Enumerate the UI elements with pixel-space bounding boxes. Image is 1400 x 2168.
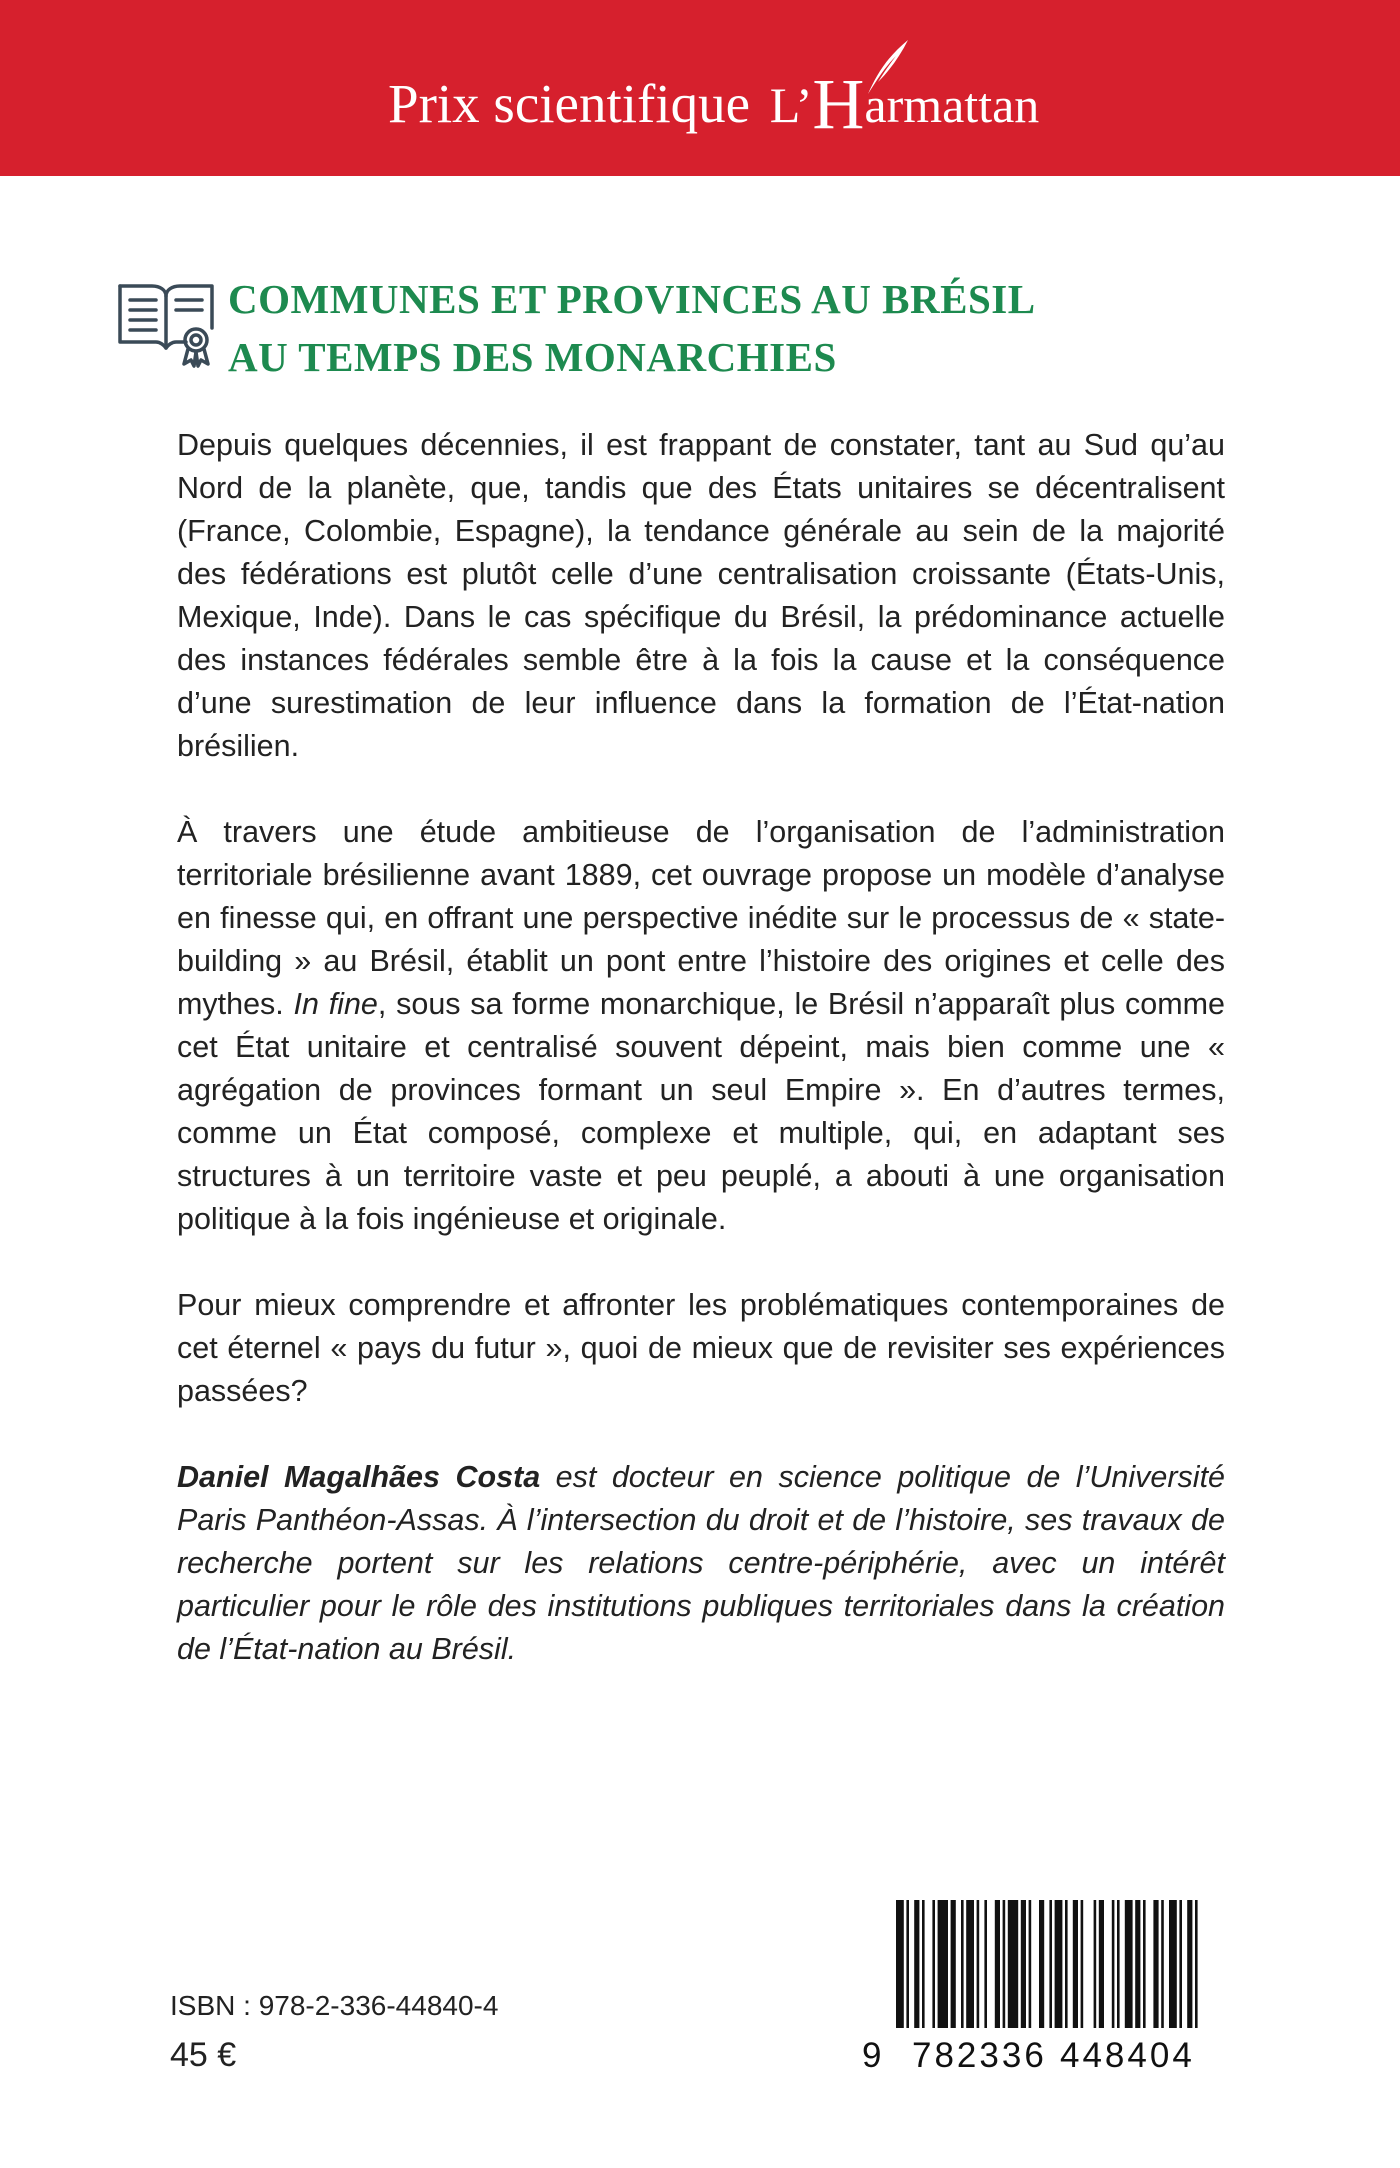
barcode-bar	[932, 1900, 935, 2028]
barcode-bar	[1135, 1900, 1140, 2028]
paragraph-2-part-2: , sous sa forme monarchique, le Brésil n’apparaît plus comme cet État unitaire et centralisé souvent dépeint, mais bien comme une « agrégation de provinces formant un seul Empire ». En d’autres termes, comme un État composé, complexe et multiple, qui, en adaptant ses structures à un territoire vaste et peu peuplé, a abouti à une organisation politique à la fois ingénieuse et originale.	[177, 987, 1225, 1236]
barcode-bar	[1039, 1900, 1044, 2028]
paragraph-1: Depuis quelques décennies, il est frappant de constater, tant au Sud qu’au Nord de la planète, que, tandis que des États unitaires se décentralisent (France, Colombie, Espagne), la tendance générale au sein de la majorité des fédérations est plutôt celle d’une centralisation croissante (États-Unis, Mexique, Inde). Dans le cas spécifique du Brésil, la prédominance actuelle des instances fédérales semble être à la fois la cause et la conséquence d’une surestimation de leur influence dans la formation de l’État-nation brésilien.	[177, 428, 1225, 763]
barcode-bar	[1073, 1900, 1078, 2028]
author-name: Daniel Magalhães Costa	[177, 1460, 541, 1494]
publisher-rest: armattan	[864, 77, 1040, 133]
barcode-bar	[977, 1900, 980, 2028]
barcode-bar	[1055, 1900, 1063, 2028]
barcode-bar	[1029, 1900, 1032, 2028]
barcode-bar	[914, 1900, 919, 2028]
barcode-bar	[1099, 1900, 1104, 2028]
book-title	[228, 270, 1036, 386]
publisher-initial: H	[812, 64, 865, 144]
barcode-lead-digit: 9	[862, 2036, 882, 2075]
banner-text	[388, 62, 1040, 144]
barcode-bar	[1065, 1900, 1068, 2028]
barcode-bar	[1021, 1900, 1026, 2028]
barcode-bar	[1169, 1900, 1177, 2028]
barcode-bar	[966, 1900, 974, 2028]
barcode-bar	[1125, 1900, 1133, 2028]
author-bio-text: est docteur en science politique de l’Université Paris Panthéon-Assas. À l’intersection du droit et de l’histoire, ses travaux de recherche portent sur les relations centre-périphérie, avec un intérêt particulier pour le rôle des institutions publiques territoriales dans la création de l’État-nation au Brésil.	[177, 1460, 1226, 1666]
barcode-bar	[1117, 1900, 1120, 2028]
book-award-icon	[116, 276, 216, 368]
paragraph-2-part-1: À travers une étude ambitieuse de l’organisation de l’administration territoriale brésilienne avant 1889, cet ouvrage propose un modèle d’analyse en finesse qui, en offrant une perspective inédite sur le processus de « state-building » au Brésil, établit un pont entre l’histoire des origines et celle des mythes.	[177, 815, 1225, 1021]
barcode-bar	[1143, 1900, 1146, 2028]
paragraph-2	[177, 811, 1225, 1241]
barcode-bar	[995, 1900, 1000, 2028]
barcode-bar	[938, 1900, 948, 2028]
barcode-bar	[984, 1900, 987, 2028]
barcode-bar	[1112, 1900, 1115, 2028]
barcode-bar	[1179, 1900, 1182, 2028]
barcode-bar	[922, 1900, 925, 2028]
barcode-bar	[1049, 1900, 1052, 2028]
barcode-group-1: 782336	[912, 2036, 1047, 2075]
barcode-bar	[1094, 1900, 1097, 2028]
paragraph-2-emphasis: In fine	[293, 987, 378, 1021]
barcode	[862, 1900, 1232, 2034]
barcode-bar	[896, 1900, 904, 2028]
barcode-bar	[1081, 1900, 1084, 2028]
author-bio	[177, 1456, 1225, 1671]
series-name: Prix scientifique	[388, 73, 751, 134]
barcode-bar	[1153, 1900, 1158, 2028]
book-title-line-1: COMMUNES ET PROVINCES AU BRÉSIL	[228, 276, 1036, 322]
publisher-prefix: L’	[769, 77, 813, 133]
barcode-bar	[1161, 1900, 1164, 2028]
publisher-banner	[0, 0, 1400, 176]
paragraph-3: Pour mieux comprendre et affronter les problématiques contemporaines de cet éternel « pays du futur », quoi de mieux que de revisiter ses expériences passées?	[177, 1288, 1225, 1408]
isbn: ISBN : 978-2-336-44840-4	[170, 1990, 499, 2021]
barcode-bar	[1195, 1900, 1198, 2028]
quill-icon	[862, 36, 912, 96]
barcode-bar	[1003, 1900, 1006, 2028]
price: 45 €	[170, 2036, 237, 2074]
back-cover-text	[177, 424, 1225, 1671]
barcode-bar	[1187, 1900, 1192, 2028]
barcode-bar	[906, 1900, 909, 2028]
barcode-bar	[961, 1900, 964, 2028]
barcode-bar	[1008, 1900, 1018, 2028]
barcode-group-2: 448404	[1060, 2036, 1195, 2075]
book-title-line-2: AU TEMPS DES MONARCHIES	[228, 334, 837, 380]
barcode-bar	[951, 1900, 956, 2028]
